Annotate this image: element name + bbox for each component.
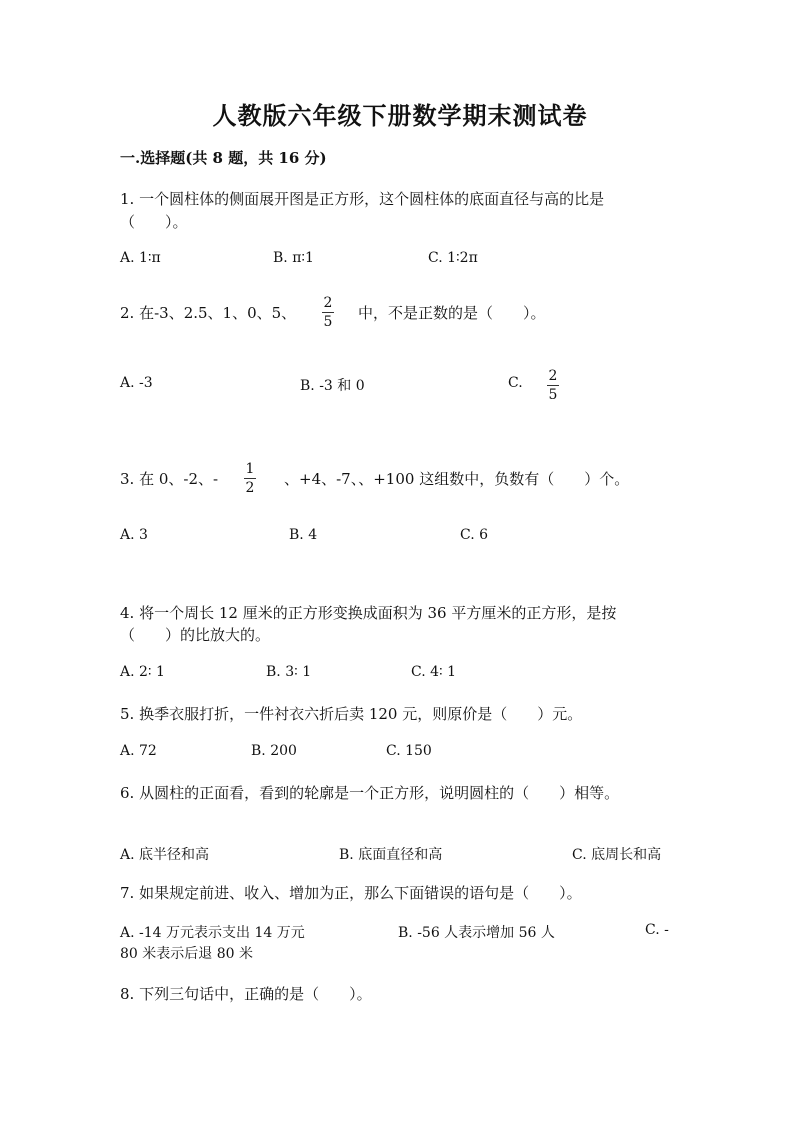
question-7-option-c-end: 80 米表示后退 80 米	[120, 946, 253, 962]
fraction-numerator: 2	[323, 295, 333, 311]
question-4-option-c: C. 4∶ 1	[411, 664, 457, 680]
question-4-line2: （ ）的比放大的。	[120, 626, 271, 644]
question-5-text: 5. 换季衣服打折，一件衬衣六折后卖 120 元，则原价是（ ）元。	[120, 705, 583, 723]
question-7-option-b: B. -56 人表示增加 56 人	[398, 925, 555, 941]
question-6-text: 6. 从圆柱的正面看，看到的轮廓是一个正方形，说明圆柱的（ ）相等。	[120, 784, 620, 802]
fraction-bar	[244, 478, 256, 479]
fraction-bar	[322, 312, 334, 313]
question-6-option-b: B. 底面直径和高	[339, 847, 443, 863]
fraction-bar	[547, 385, 559, 386]
question-2-option-c: C.	[508, 375, 523, 391]
page-title: 人教版六年级下册数学期末测试卷	[212, 101, 588, 130]
question-1-option-b: B. π∶1	[273, 250, 314, 266]
section-heading: 一.选择题(共 8 题，共 16 分)	[120, 149, 327, 167]
question-2-fraction	[322, 295, 334, 330]
question-3-option-b: B. 4	[289, 527, 318, 543]
fraction-numerator: 2	[548, 368, 558, 384]
question-4-option-b: B. 3∶ 1	[266, 664, 312, 680]
question-7-option-a: A. -14 万元表示支出 14 万元	[120, 925, 305, 941]
fraction-numerator: 1	[245, 461, 255, 477]
question-3-text-end: 、+4、-7、、+100 这组数中，负数有（ ）个。	[284, 470, 630, 488]
question-3-text-start: 3. 在 0、-2、-	[120, 470, 219, 488]
question-2-option-a: A. -3	[120, 375, 153, 391]
question-7-option-c-start: C. -	[645, 922, 669, 938]
question-2-text-start: 2. 在-3、2.5、1、0、5、	[120, 304, 297, 322]
question-6-option-a: A. 底半径和高	[120, 847, 210, 863]
question-5-option-c: C. 150	[386, 743, 432, 759]
question-6-option-c: C. 底周长和高	[572, 847, 662, 863]
question-2-option-b: B. -3 和 0	[300, 378, 365, 394]
fraction-denominator: 2	[245, 480, 255, 496]
question-2-text-end: 中，不是正数的是（ ）。	[358, 304, 546, 322]
question-1-line1: 1. 一个圆柱体的侧面展开图是正方形，这个圆柱体的底面直径与高的比是	[120, 190, 605, 208]
question-1-line2: （ ）。	[120, 213, 188, 231]
question-3-option-c: C. 6	[460, 527, 489, 543]
question-3-option-a: A. 3	[120, 527, 148, 543]
question-1-option-c: C. 1∶2π	[428, 250, 478, 266]
fraction-denominator: 5	[548, 387, 558, 403]
question-4-line1: 4. 将一个周长 12 厘米的正方形变换成面积为 36 平方厘米的正方形，是按	[120, 604, 617, 622]
question-5-option-a: A. 72	[120, 743, 157, 759]
question-2-option-c-fraction	[547, 368, 559, 403]
question-4-option-a: A. 2∶ 1	[120, 664, 165, 680]
question-7-text: 7. 如果规定前进、收入、增加为正，那么下面错误的语句是（ ）。	[120, 884, 582, 902]
question-5-option-b: B. 200	[251, 743, 297, 759]
question-1-option-a: A. 1∶π	[120, 250, 161, 266]
fraction-denominator: 5	[323, 314, 333, 330]
question-3-fraction	[244, 461, 256, 496]
question-8-text: 8. 下列三句话中，正确的是（ ）。	[120, 985, 372, 1003]
